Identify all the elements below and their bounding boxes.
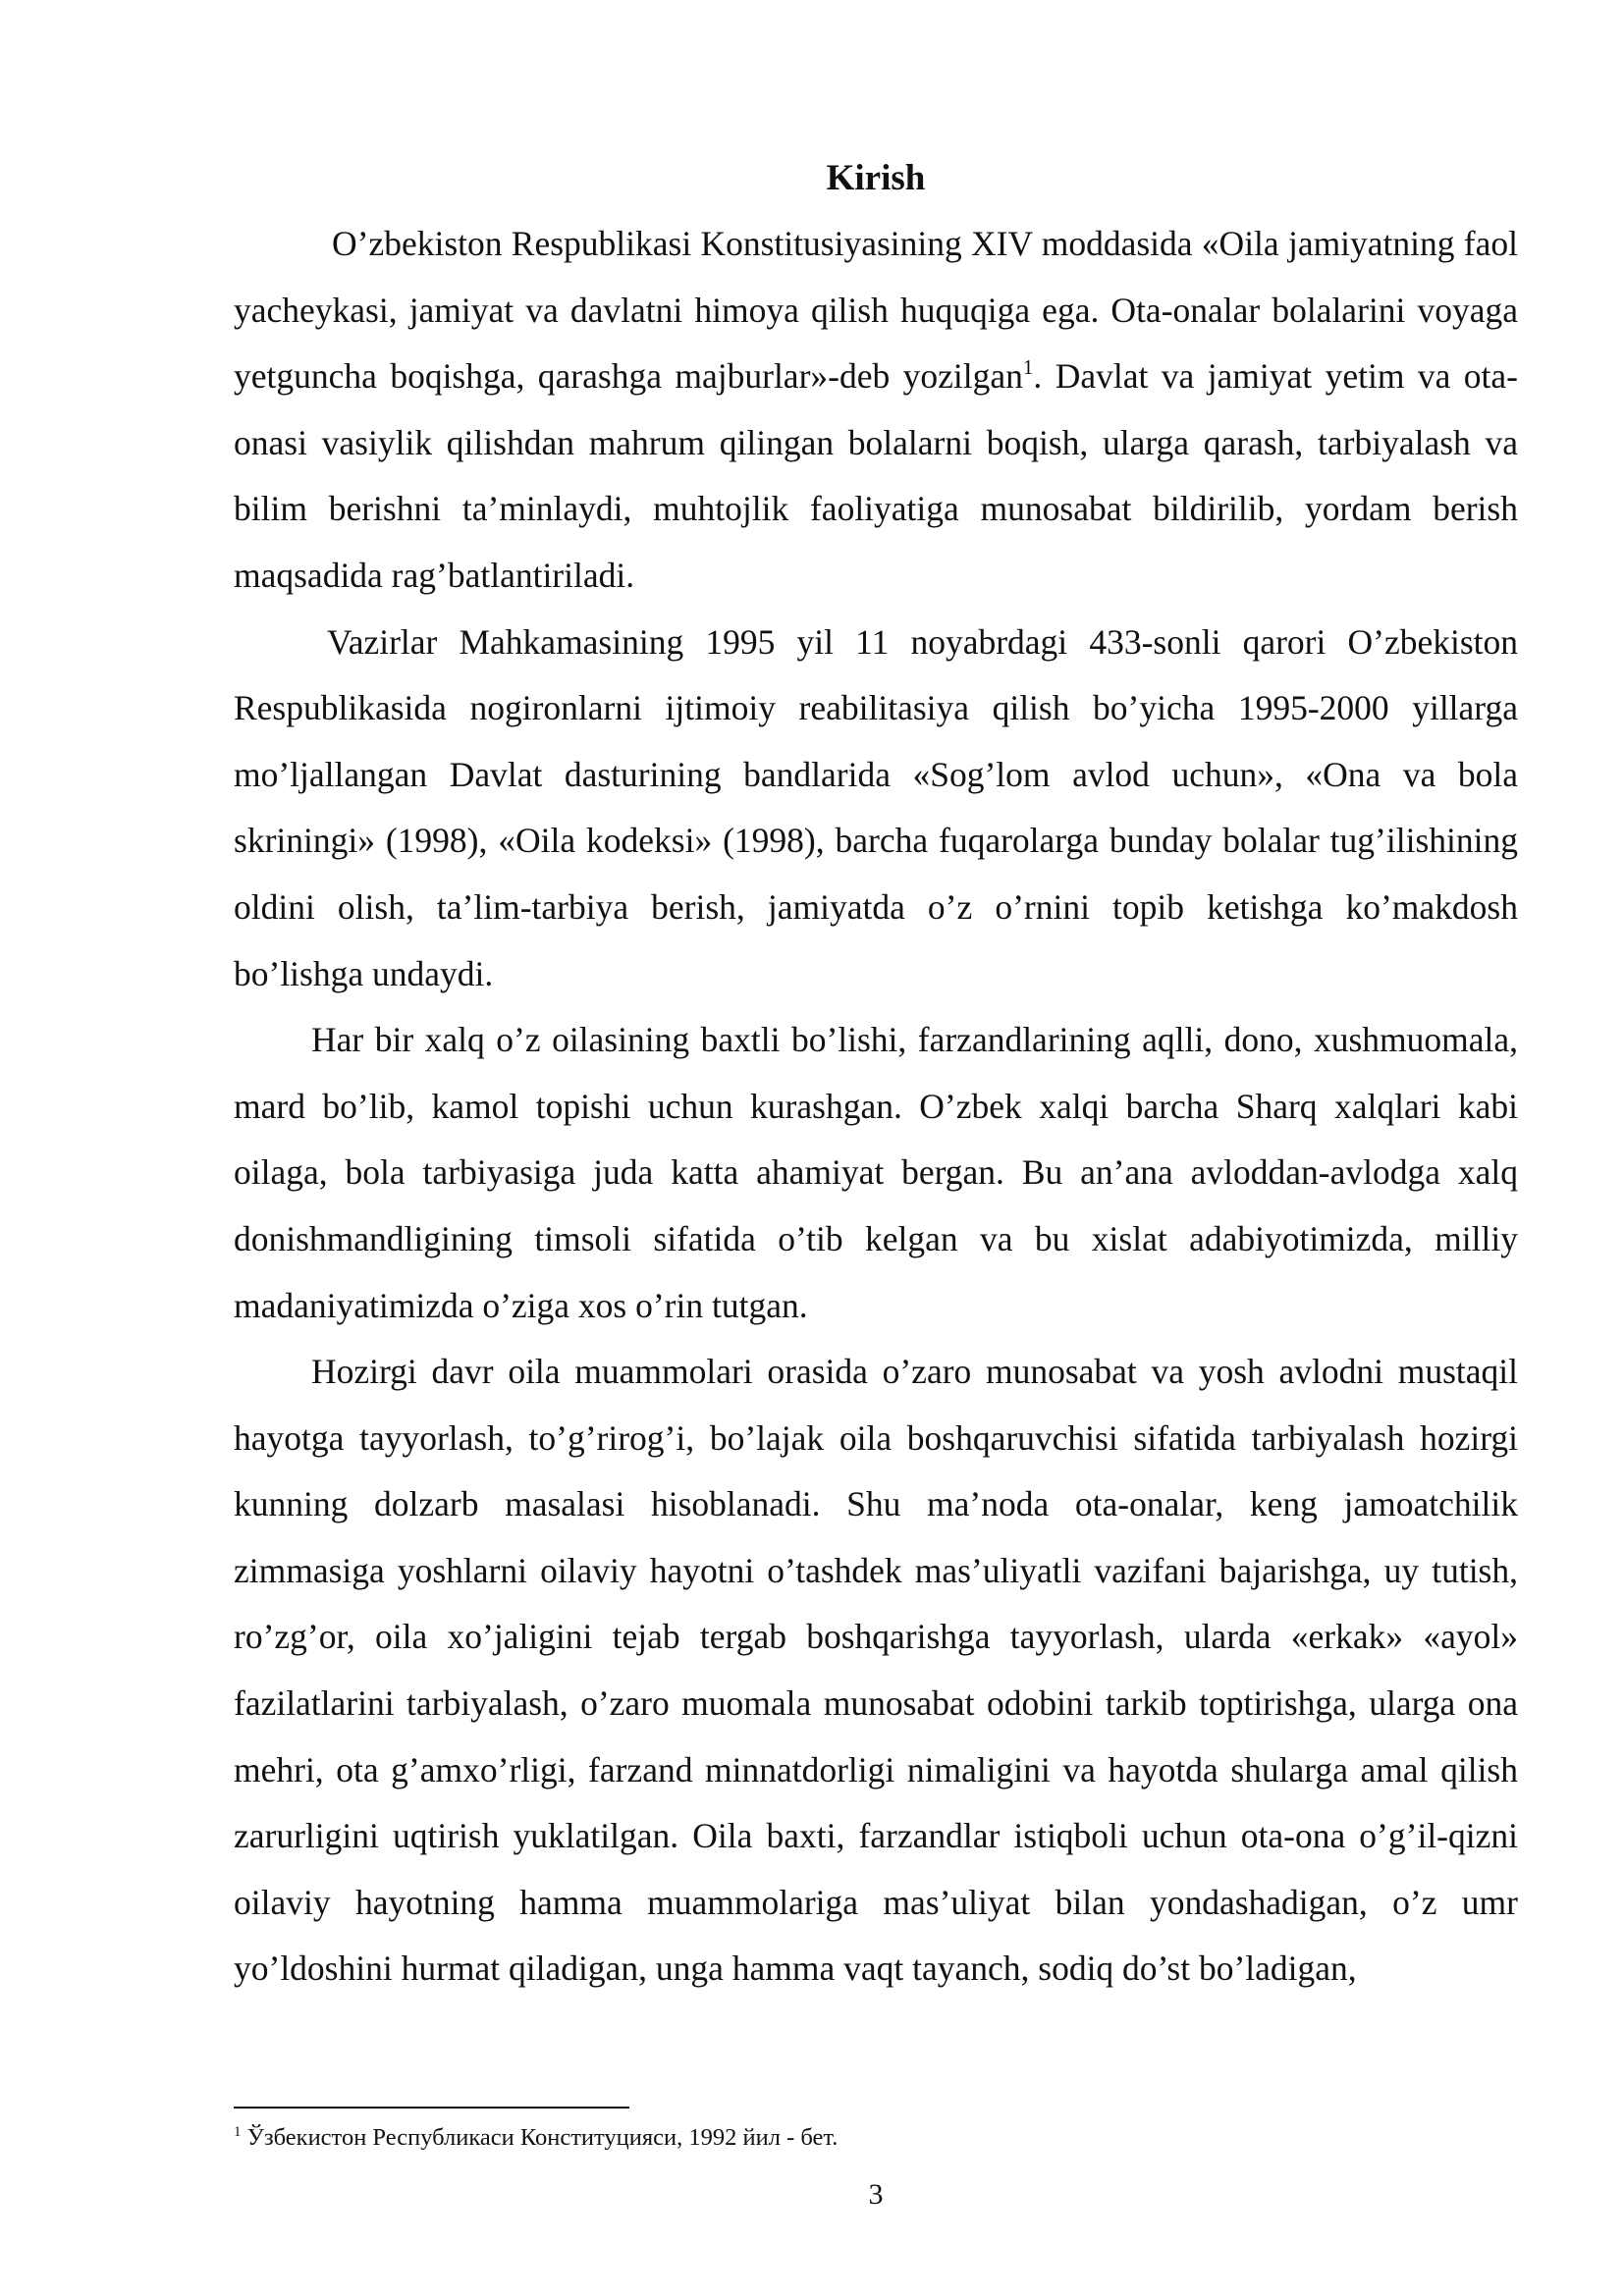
footnote-reference: 1 xyxy=(1022,355,1034,380)
footnote-marker: 1 xyxy=(234,2124,242,2140)
paragraph-1-text-start: O’zbekiston Respublikasi Konstitusiyasining XIV moddasida «Oila jamiyatning faol yacheykasi, jamiyat va davlatni himoya qilish huquqiga ega. Ota-onalar bolalarini voyaga yetguncha boqishga, qarashga majburlar»-deb yozilgan xyxy=(234,224,1518,397)
paragraph-4: Hozirgi davr oila muammolari orasida o’zaro munosabat va yosh avlodni mustaqil hayotga tayyorlash, to’g’rirog’i, bo’lajak oila boshqaruvchisi sifatida tarbiyalash hozirgi kunning dolzarb masalasi hisoblanadi. Shu ma’noda ota-onalar, keng jamoatchilik zimmasiga yoshlarni oilaviy hayotni o’tashdek mas’uliyatli vazifani bajarishga, uy tutish, ro’zg’or, oila xo’jaligini tejab tergab boshqarishga tayyorlash, ularda «erkak» «ayol» fazilatlarini tarbiyalash, o’zaro muomala munosabat odobini tarkib toptirishga, ularga ona mehri, ota g’amxo’rligi, farzand minnatdorligi nimaligini va hayotda shularga amal qilish zarurligini uqtirish yuklatilgan. Oila baxti, farzandlar istiqboli uchun ota-ona o’g’il-qizni oilaviy hayotning hamma muammolariga mas’uliyat bilan yondashadigan, o’z umr yo’ldoshini hurmat qiladigan, unga hamma vaqt tayanch, sodiq do’st bo’ladigan, xyxy=(234,1352,1518,1989)
footnote-text: Ўзбекистон Республикаси Конституцияси, 1992 йил - бет. xyxy=(246,2124,839,2151)
footnote-separator xyxy=(234,2107,629,2109)
paragraph-3: Har bir xalq o’z oilasining baxtli bo’lishi, farzandlarining aqlli, dono, xushmuomala, mard bo’lib, kamol topishi uchun kurashgan. O’zbek xalqi barcha Sharq xalqlari kabi oilaga, bola tarbiyasiga juda katta ahamiyat bergan. Bu an’ana avloddan-avlodga xalq donishmandligining timsoli sifatida o’tib kelgan va bu xislat adabiyotimizda, milliy madaniyatimizda o’ziga xos o’rin tutgan. xyxy=(234,1020,1518,1325)
page-number: 3 xyxy=(868,2178,884,2211)
footnote xyxy=(234,2120,1412,2156)
page-title: Kirish xyxy=(826,158,926,198)
document-body xyxy=(234,211,1518,2002)
paragraph-1-text-end: . Davlat va jamiyat yetim va ota-onasi vasiylik qilishdan mahrum qilingan bolalarni boqish, ularga qarash, tarbiyalash va bilim berishni ta’minlaydi, muhtojlik faoliyatiga munosabat bildirilib, yordam berish maqsadida rag’batlantiriladi. xyxy=(234,356,1518,595)
paragraph-1 xyxy=(234,211,1518,610)
paragraph-2: Vazirlar Mahkamasining 1995 yil 11 noyabrdagi 433-sonli qarori O’zbekiston Respublikasida nogironlarni ijtimoiy reabilitasiya qilish bo’yicha 1995-2000 yillarga mo’ljallangan Davlat dasturining bandlarida «Sog’lom avlod uchun», «Ona va bola skriningi» (1998), «Oila kodeksi» (1998), barcha fuqarolarga bunday bolalar tug’ilishining oldini olish, ta’lim-tarbiya berish, jamiyatda o’z o’rnini topib ketishga ko’makdosh bo’lishga undaydi. xyxy=(234,621,1518,993)
